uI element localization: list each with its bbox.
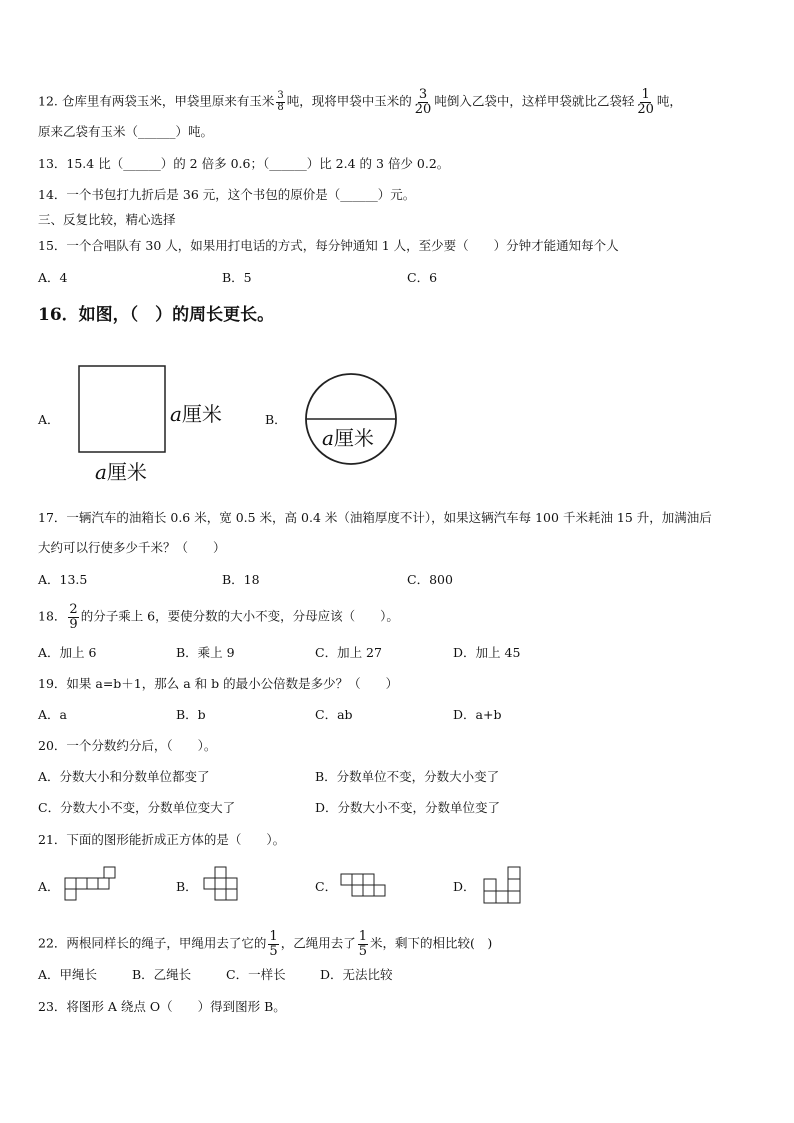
fraction-numerator: 1 xyxy=(269,929,278,944)
square-figure xyxy=(78,365,168,455)
fraction-numerator: 2 xyxy=(69,602,78,617)
q20-option-a[interactable]: A．分数大小和分数单位都变了 xyxy=(38,769,210,784)
q19-option-d[interactable]: D．a+b xyxy=(453,707,502,722)
fraction-denominator: 20 xyxy=(414,101,432,117)
q21-option-c[interactable]: C． xyxy=(315,879,338,894)
circle-figure xyxy=(304,372,398,466)
question-15: 15．一个合唱队有 30 人，如果用打电话的方式，每分钟通知 1 人，至少要（ ）分钟才能通知每个人 xyxy=(38,238,619,253)
variable-a: a xyxy=(322,426,334,450)
cube-net-c xyxy=(340,872,392,902)
fraction-3-20 xyxy=(414,88,433,116)
fraction-denominator: 9 xyxy=(69,616,78,632)
square-side-label xyxy=(170,398,222,427)
fraction-2-9 xyxy=(68,603,78,631)
question-13: 13．15.4 比（______）的 2 倍多 0.6；（______）比 2.4 的 3 倍少 0.2。 xyxy=(38,156,450,171)
unit-label: 厘米 xyxy=(333,426,374,450)
q18-option-d[interactable]: D．加上 45 xyxy=(453,645,521,660)
q12-text-4: 吨， xyxy=(656,93,682,109)
cube-net-d xyxy=(482,866,526,906)
fraction-3-8 xyxy=(276,91,284,113)
q15-option-c[interactable]: C．6 xyxy=(407,270,438,285)
q22-option-d[interactable]: D．无法比较 xyxy=(320,967,393,982)
q12-number: 12. xyxy=(38,93,58,109)
question-17-line-1: 17．一辆汽车的油箱长 0.6 米，宽 0.5 米，高 0.4 米（油箱厚度不计），如果这辆汽车每 100 千米耗油 15 升，加满油后 xyxy=(38,510,712,525)
fraction-denominator: 20 xyxy=(637,101,654,117)
q16-option-a[interactable]: A． xyxy=(38,412,60,427)
question-17-line-2: 大约可以行使多少千米？（ ） xyxy=(38,540,226,555)
q12-text-2: 吨，现将甲袋中玉米的 xyxy=(286,93,412,109)
q21-option-d[interactable]: D． xyxy=(453,879,476,894)
q20-option-c[interactable]: C．分数大小不变，分数单位变大了 xyxy=(38,800,236,815)
q12-text-3: 吨倒入乙袋中，这样甲袋就比乙袋轻 xyxy=(434,93,635,109)
question-21: 21．下面的图形能折成正方体的是（ ）。 xyxy=(38,832,286,847)
q22-text-2: ，乙绳用去了 xyxy=(280,935,356,951)
question-20: 20．一个分数约分后，（ ）。 xyxy=(38,738,217,753)
fraction-numerator: 3 xyxy=(418,87,428,102)
fraction-denominator: 8 xyxy=(277,101,284,113)
question-18 xyxy=(38,603,399,631)
q19-option-a[interactable]: A．a xyxy=(38,707,67,722)
unit-label: 厘米 xyxy=(181,402,222,426)
unit-label: 厘米 xyxy=(106,460,147,484)
fraction-numerator: 1 xyxy=(641,87,650,102)
q16-option-b[interactable]: B． xyxy=(265,412,287,427)
section-heading: 三、反复比较，精心选择 xyxy=(38,212,176,227)
q17-option-c[interactable]: C．800 xyxy=(407,572,453,587)
q18-option-c[interactable]: C．加上 27 xyxy=(315,645,382,660)
q22-option-c[interactable]: C．一样长 xyxy=(226,967,286,982)
cube-net-a xyxy=(64,866,116,906)
diameter-label xyxy=(322,422,374,451)
question-23: 23．将图形 A 绕点 O（ ）得到图形 B。 xyxy=(38,999,286,1014)
q15-option-a[interactable]: A．4 xyxy=(38,270,68,285)
q22-text-3: 米，剩下的相比较( ) xyxy=(370,935,493,951)
q21-option-b[interactable]: B． xyxy=(176,879,198,894)
question-16: 16．如图，（ ）的周长更长。 xyxy=(38,305,275,325)
q22-option-a[interactable]: A．甲绳长 xyxy=(38,967,98,982)
fraction-1-5 xyxy=(268,930,278,958)
q17-option-b[interactable]: B．18 xyxy=(222,572,260,587)
q22-text-1: 22．两根同样长的绳子，甲绳用去了它的 xyxy=(38,935,267,951)
q15-option-b[interactable]: B．5 xyxy=(222,270,252,285)
fraction-denominator: 5 xyxy=(358,943,367,959)
variable-a: a xyxy=(170,402,182,426)
question-14: 14．一个书包打九折后是 36 元，这个书包的原价是（______）元。 xyxy=(38,187,416,202)
q18-number: 18． xyxy=(38,608,67,624)
question-22 xyxy=(38,930,492,958)
q22-option-b[interactable]: B．乙绳长 xyxy=(132,967,192,982)
q17-option-a[interactable]: A．13.5 xyxy=(38,572,88,587)
q18-option-b[interactable]: B．乘上 9 xyxy=(176,645,235,660)
fraction-1-20 xyxy=(636,88,655,116)
question-19: 19．如果 a=b＋1，那么 a 和 b 的最小公倍数是多少？（ ） xyxy=(38,676,399,691)
square-shape xyxy=(79,366,165,452)
q20-option-d[interactable]: D．分数大小不变，分数单位变了 xyxy=(315,800,501,815)
fraction-1-5 xyxy=(358,930,368,958)
question-12-line-1 xyxy=(38,88,682,116)
question-12-line-2: 原来乙袋有玉米（______）吨。 xyxy=(38,124,214,139)
q20-option-b[interactable]: B．分数单位不变，分数大小变了 xyxy=(315,769,500,784)
variable-a: a xyxy=(95,460,107,484)
q18-text: 的分子乘上 6，要使分数的大小不变，分母应该（ ）。 xyxy=(80,608,399,624)
q12-text-1: 仓库里有两袋玉米，甲袋里原来有玉米 xyxy=(61,93,275,109)
fraction-numerator: 3 xyxy=(277,90,284,102)
square-bottom-label xyxy=(95,456,147,485)
q21-option-a[interactable]: A． xyxy=(38,879,60,894)
fraction-denominator: 5 xyxy=(269,943,278,959)
fraction-numerator: 1 xyxy=(358,929,367,944)
q18-option-a[interactable]: A．加上 6 xyxy=(38,645,97,660)
q19-option-c[interactable]: C．ab xyxy=(315,707,353,722)
cube-net-b xyxy=(203,866,253,906)
q19-option-b[interactable]: B．b xyxy=(176,707,206,722)
